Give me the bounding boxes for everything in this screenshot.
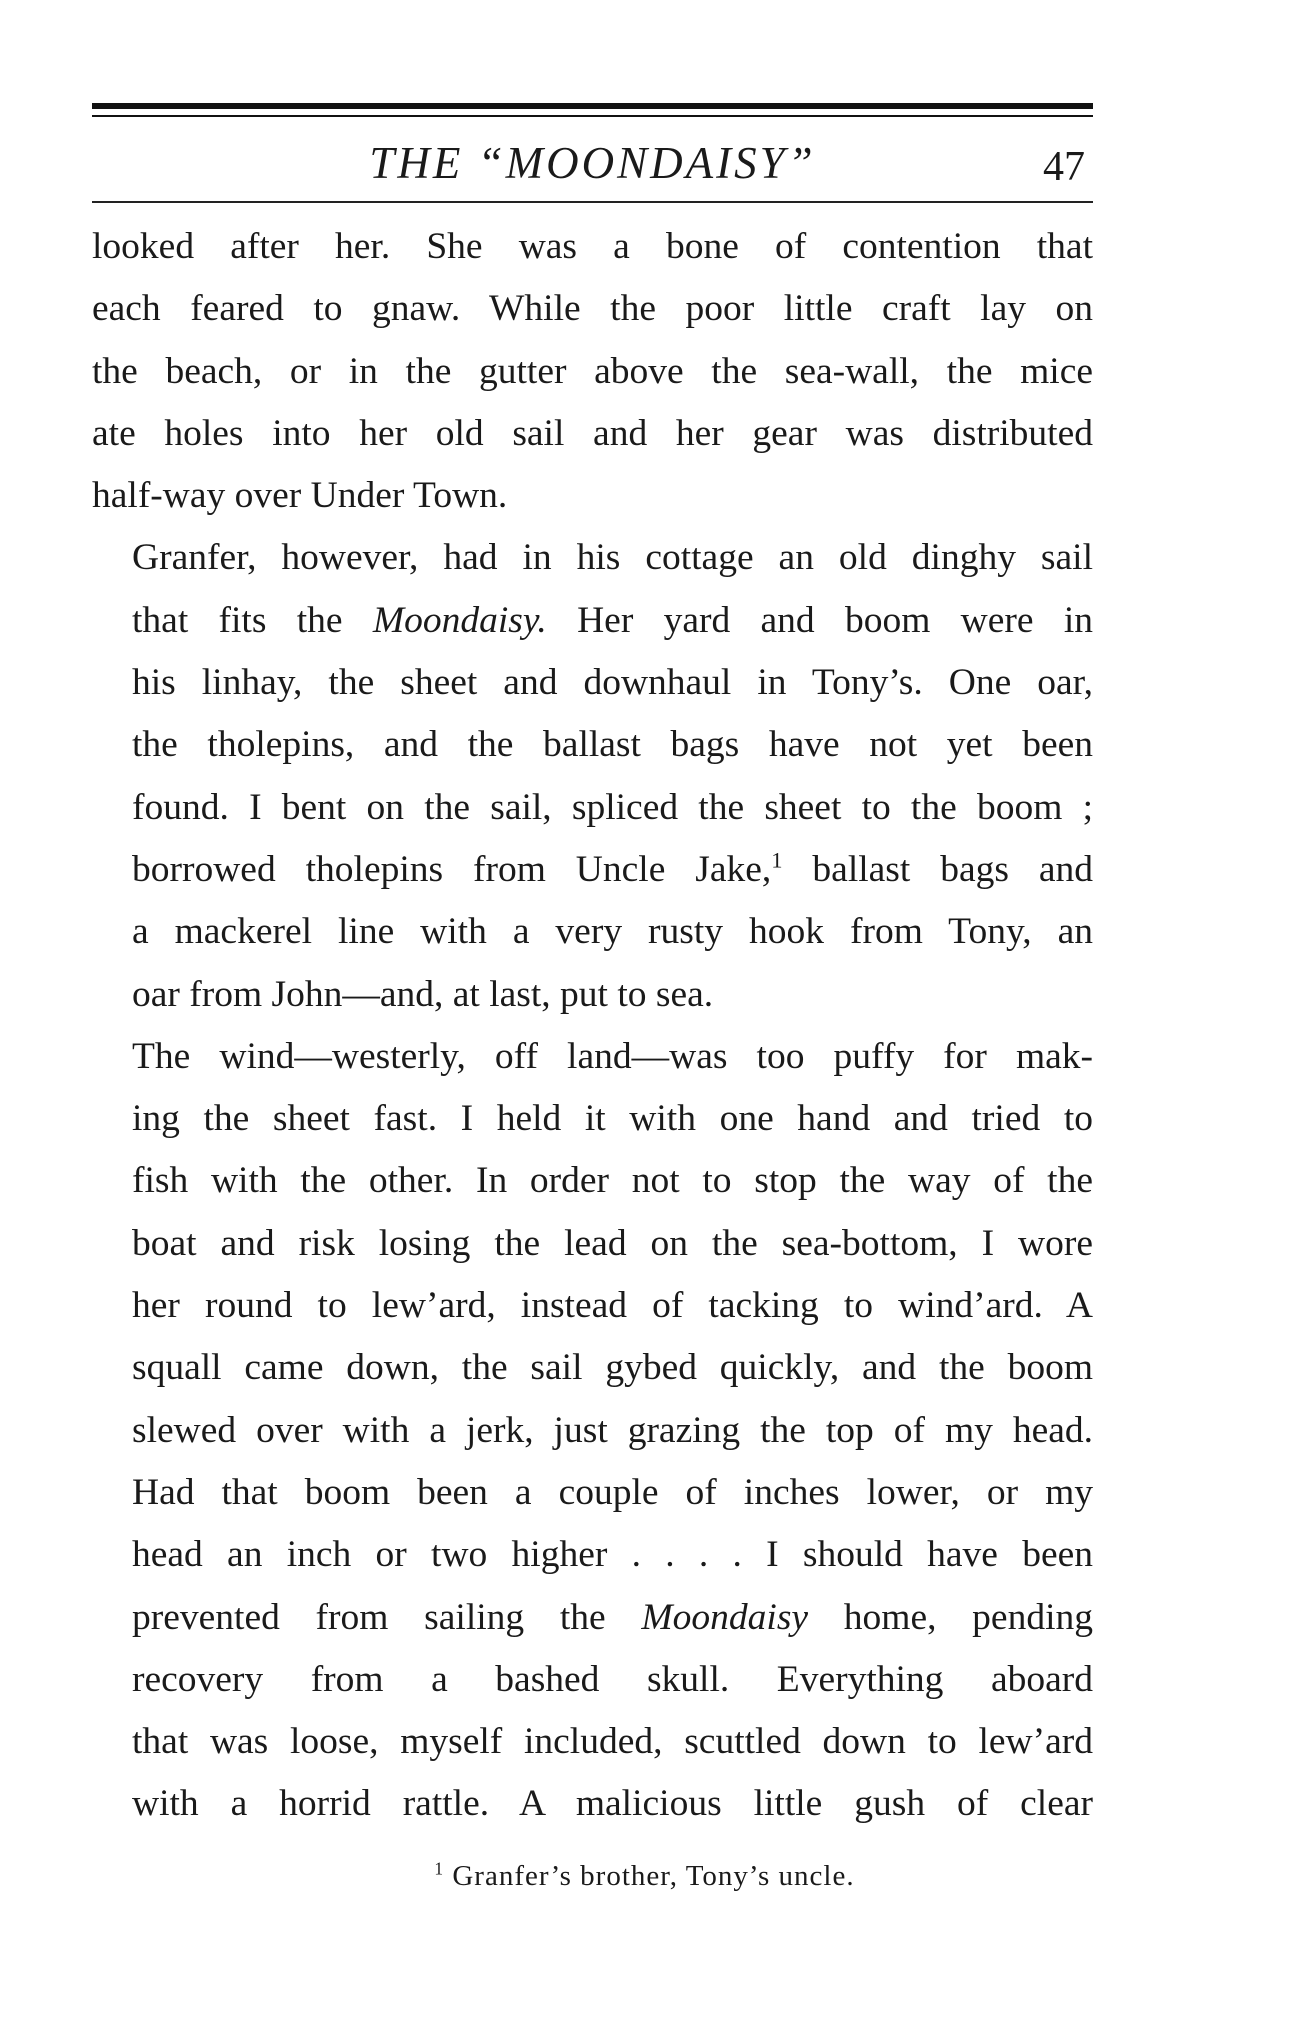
body-text: [92, 216, 1093, 1836]
footnote: [0, 1856, 1289, 1896]
text-line: half-way over Under Town.: [92, 475, 508, 517]
text-line: fish with the other. In order not to stop the way of the: [132, 1160, 1093, 1202]
text-line: ing the sheet fast. I held it with one hand and tried to: [132, 1098, 1093, 1140]
text-line: boat and risk losing the lead on the sea-bottom, I wore: [132, 1222, 1093, 1264]
text-line: Had that boom been a couple of inches lower, or my: [132, 1471, 1093, 1513]
text-line: Granfer, however, had in his cottage an old dinghy sail: [132, 537, 1093, 579]
text-line: recovery from a bashed skull. Everything aboard: [132, 1658, 1093, 1700]
header-rule: [92, 201, 1093, 203]
text-line: found. I bent on the sail, spliced the sheet to the boom ;: [132, 786, 1093, 828]
page-header: [92, 132, 1093, 194]
paragraph-3: [92, 1026, 1093, 1836]
text-line: looked after her. She was a bone of contention that: [92, 226, 1093, 267]
footnote-text: Granfer’s brother, Tony’s uncle.: [452, 1860, 855, 1892]
paragraph-1: [92, 216, 1093, 527]
page-number: 47: [1043, 144, 1085, 190]
footnote-reference: 1: [771, 847, 783, 873]
text-line: slewed over with a jerk, just grazing the top of my head.: [132, 1409, 1093, 1451]
top-rule-thick: [92, 103, 1093, 109]
text-line: prevented from sailing the Moondaisy home, pending: [132, 1596, 1093, 1638]
footnote-marker: 1: [434, 1858, 445, 1879]
text-line: ate holes into her old sail and her gear was distributed: [92, 412, 1093, 454]
italic-title: Moondaisy: [641, 1596, 809, 1638]
text-line: that fits the Moondaisy. Her yard and boom were in: [132, 599, 1093, 641]
text-line: with a horrid rattle. A malicious little gush of clear: [132, 1783, 1093, 1825]
text-line: squall came down, the sail gybed quickly, and the boom: [132, 1347, 1093, 1389]
text-line: his linhay, the sheet and downhaul in Tony’s. One oar,: [132, 662, 1093, 704]
text-line: the tholepins, and the ballast bags have not yet been: [132, 724, 1093, 766]
italic-title: Moondaisy.: [372, 599, 547, 641]
paragraph-2: [92, 527, 1093, 1025]
text-line: The wind—westerly, off land—was too puffy for mak-: [132, 1035, 1093, 1077]
text-line: her round to lew’ard, instead of tacking to wind’ard. A: [132, 1285, 1093, 1327]
text-line: the beach, or in the gutter above the sea-wall, the mice: [92, 350, 1093, 392]
running-title: THE “MOONDAISY”: [369, 138, 816, 188]
text-line: a mackerel line with a very rusty hook from Tony, an: [132, 911, 1093, 953]
text-line: head an inch or two higher . . . . I should have been: [132, 1534, 1093, 1576]
text-line: oar from John—and, at last, put to sea.: [132, 973, 714, 1015]
top-rule-thin: [92, 115, 1093, 117]
text-line: that was loose, myself included, scuttled down to lew’ard: [132, 1721, 1093, 1763]
text-line: each feared to gnaw. While the poor little craft lay on: [92, 288, 1093, 330]
text-line: borrowed tholepins from Uncle Jake,$^1$ ballast bags and: [132, 847, 1093, 890]
